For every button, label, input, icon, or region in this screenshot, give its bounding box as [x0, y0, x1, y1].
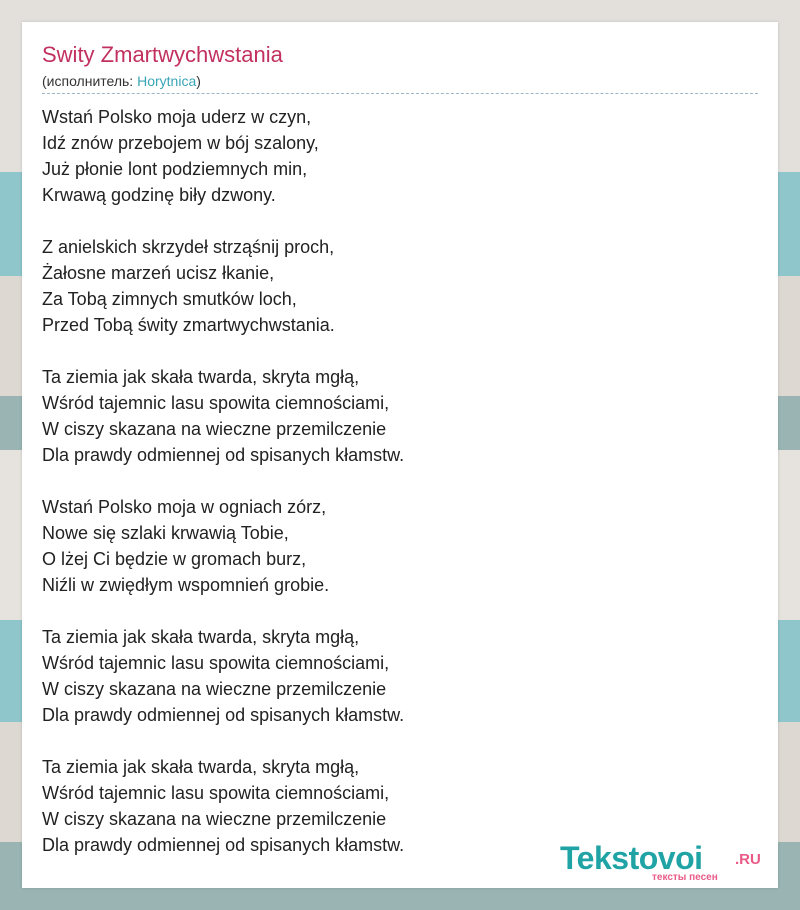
title-divider: [42, 93, 758, 94]
lyrics-line: Idź znów przebojem w bój szalony,: [42, 133, 319, 153]
lyrics-line: O lżej Ci będzie w gromach burz,: [42, 549, 307, 569]
lyrics-stanza: [42, 624, 758, 728]
lyrics-line: Dla prawdy odmiennej od spisanych kłamstw.: [42, 835, 405, 855]
lyrics-line: Przed Tobą świty zmartwychwstania.: [42, 315, 335, 335]
lyrics-line: W ciszy skazana na wieczne przemilczenie: [42, 679, 387, 699]
lyrics-line: W ciszy skazana na wieczne przemilczenie: [42, 419, 387, 439]
logo-tld: .RU: [735, 851, 761, 868]
logo-name: Tekstovoi: [560, 840, 703, 876]
lyrics-line: Już płonie lont podziemnych min,: [42, 159, 308, 179]
lyrics-line: Dla prawdy odmiennej od spisanych kłamstw.: [42, 445, 405, 465]
lyrics-stanza: [42, 364, 758, 468]
lyrics-line: Krwawą godzinę biły dzwony.: [42, 185, 276, 205]
lyrics-stanza: [42, 494, 758, 598]
logo-tagline: тексты песен: [652, 872, 718, 883]
lyrics-body: [42, 104, 758, 884]
lyrics-stanza: [42, 104, 758, 208]
performer-suffix: ): [196, 73, 201, 89]
lyrics-line: Ta ziemia jak skała twarda, skryta mgłą,: [42, 757, 360, 777]
performer-line: [42, 73, 201, 89]
site-logo[interactable]: [560, 840, 770, 886]
lyrics-card: [22, 22, 778, 888]
lyrics-line: Niźli w zwiędłym wspomnień grobie.: [42, 575, 330, 595]
lyrics-line: Wśród tajemnic lasu spowita ciemnościami,: [42, 393, 390, 413]
lyrics-line: Wśród tajemnic lasu spowita ciemnościami,: [42, 783, 390, 803]
lyrics-line: Wstań Polsko moja uderz w czyn,: [42, 107, 312, 127]
lyrics-stanza: [42, 234, 758, 338]
lyrics-line: Za Tobą zimnych smutków loch,: [42, 289, 297, 309]
lyrics-line: Ta ziemia jak skała twarda, skryta mgłą,: [42, 367, 360, 387]
lyrics-line: Wstań Polsko moja w ogniach zórz,: [42, 497, 327, 517]
performer-prefix: (исполнитель:: [42, 73, 138, 89]
song-title: Swity Zmartwychwstania: [42, 42, 283, 67]
lyrics-line: Ta ziemia jak skała twarda, skryta mgłą,: [42, 627, 360, 647]
lyrics-line: Nowe się szlaki krwawią Tobie,: [42, 523, 289, 543]
lyrics-line: Wśród tajemnic lasu spowita ciemnościami,: [42, 653, 390, 673]
lyrics-line: Żałosne marzeń ucisz łkanie,: [42, 263, 275, 283]
lyrics-line: W ciszy skazana na wieczne przemilczenie: [42, 809, 387, 829]
lyrics-line: Dla prawdy odmiennej od spisanych kłamstw.: [42, 705, 405, 725]
artist-link[interactable]: Horytnica: [137, 73, 197, 89]
lyrics-line: Z anielskich skrzydeł strząśnij proch,: [42, 237, 335, 257]
